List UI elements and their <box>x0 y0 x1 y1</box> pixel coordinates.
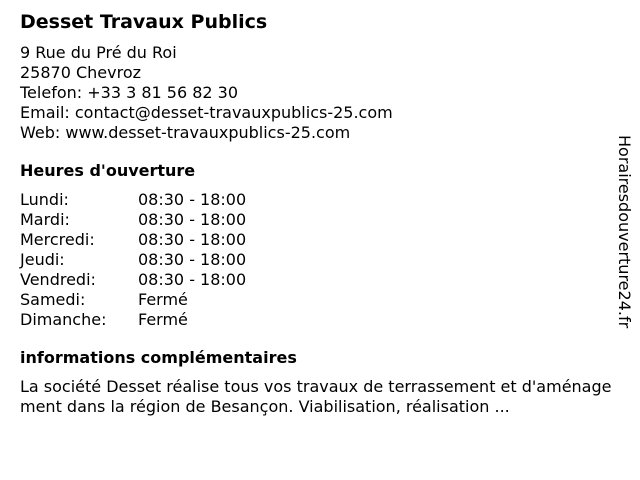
hours-row-jeudi <box>20 250 610 270</box>
hours-row-vendredi <box>20 270 610 290</box>
hours-day: Jeudi: <box>20 250 65 269</box>
hours-day: Dimanche: <box>20 310 107 329</box>
additional-info-text: La société Desset réalise tous vos travaux de terrassement et d'aménagement dans la région de Besançon. Viabilisation, réalisation ... <box>20 377 612 416</box>
hours-row-lundi <box>20 190 610 210</box>
phone-line: Telefon: +33 3 81 56 82 30 <box>20 83 239 102</box>
business-card <box>20 10 610 417</box>
hours-row-mardi <box>20 210 610 230</box>
opening-hours-heading: Heures d'ouverture <box>20 161 196 180</box>
address-city: 25870 Chevroz <box>20 63 142 82</box>
hours-time: Fermé <box>138 310 188 329</box>
hours-row-mercredi <box>20 230 610 250</box>
hours-day: Samedi: <box>20 290 86 309</box>
hours-row-samedi <box>20 290 610 310</box>
hours-time: 08:30 - 18:00 <box>138 230 247 249</box>
hours-day: Mardi: <box>20 210 70 229</box>
hours-day: Mercredi: <box>20 230 95 249</box>
site-brand-watermark: Horairesdouverture24.fr <box>615 135 634 329</box>
hours-row-dimanche <box>20 310 610 330</box>
opening-hours-table <box>20 190 610 330</box>
hours-time: 08:30 - 18:00 <box>138 210 247 229</box>
hours-time: 08:30 - 18:00 <box>138 270 247 289</box>
address-block <box>20 43 610 143</box>
hours-day: Lundi: <box>20 190 69 209</box>
additional-info-heading: informations complémentaires <box>20 348 297 367</box>
web-line: Web: www.desset-travauxpublics-25.com <box>20 123 351 142</box>
hours-day: Vendredi: <box>20 270 96 289</box>
hours-time: 08:30 - 18:00 <box>138 190 247 209</box>
address-street: 9 Rue du Pré du Roi <box>20 43 177 62</box>
email-line: Email: contact@desset-travauxpublics-25.com <box>20 103 393 122</box>
hours-time: Fermé <box>138 290 188 309</box>
hours-time: 08:30 - 18:00 <box>138 250 247 269</box>
business-name: Desset Travaux Publics <box>20 11 268 33</box>
